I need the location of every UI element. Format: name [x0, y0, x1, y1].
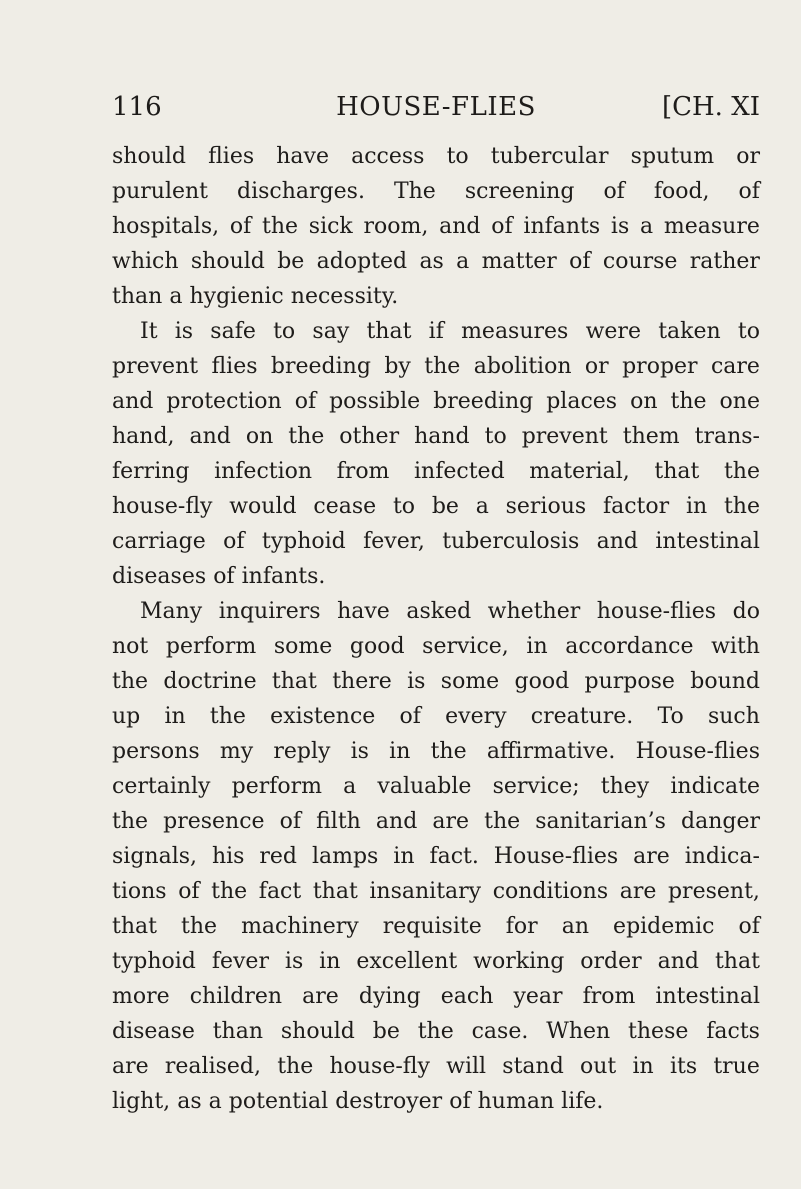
text-line: up in the existence of every creature. To such — [112, 704, 760, 729]
text-line: signals, his red lamps in fact. House-flies are indica- — [112, 844, 760, 869]
text-line: not perform some good service, in accordance with — [112, 634, 760, 659]
text-line: are realised, the house-fly will stand out in its true — [112, 1054, 760, 1079]
text-line: tions of the fact that insanitary conditions are present, — [112, 879, 760, 904]
text-line: the doctrine that there is some good purpose bound — [112, 669, 760, 694]
text-line: should flies have access to tubercular sputum or — [112, 144, 760, 169]
text-line: carriage of typhoid fever, tuberculosis and intestinal — [112, 529, 760, 554]
text-line: light, as a potential destroyer of human life. — [112, 1089, 604, 1114]
text-line: more children are dying each year from intestinal — [112, 984, 760, 1009]
text-line: than a hygienic necessity. — [112, 284, 399, 309]
text-line: hand, and on the other hand to prevent them trans- — [112, 424, 760, 449]
text-line: disease than should be the case. When these facts — [112, 1019, 760, 1044]
text-line: Many inquirers have asked whether house-flies do — [140, 599, 760, 624]
text-line: diseases of infants. — [112, 564, 326, 589]
text-line: persons my reply is in the affirmative. House-flies — [112, 739, 760, 764]
text-line: It is safe to say that if measures were taken to — [140, 319, 760, 344]
page-number: 116 — [112, 92, 162, 122]
text-line: ferring infection from infected material, that the — [112, 459, 760, 484]
text-line: house-fly would cease to be a serious factor in the — [112, 494, 760, 519]
text-line: which should be adopted as a matter of course rather — [112, 249, 760, 274]
text-line: certainly perform a valuable service; they indicate — [112, 774, 760, 799]
text-line: and protection of possible breeding places on the one — [112, 389, 760, 414]
text-line: purulent discharges. The screening of food, of — [112, 179, 760, 204]
text-line: the presence of filth and are the sanitarian’s danger — [112, 809, 760, 834]
chapter-reference: [CH. XI — [661, 92, 760, 122]
running-title: HOUSE-FLIES — [336, 92, 536, 122]
text-line: hospitals, of the sick room, and of infants is a measure — [112, 214, 760, 239]
body-text — [112, 139, 760, 1119]
text-line: typhoid fever is in excellent working order and that — [112, 949, 760, 974]
text-line: prevent flies breeding by the abolition or proper care — [112, 354, 760, 379]
running-head — [112, 87, 760, 127]
text-line: that the machinery requisite for an epidemic of — [112, 914, 760, 939]
